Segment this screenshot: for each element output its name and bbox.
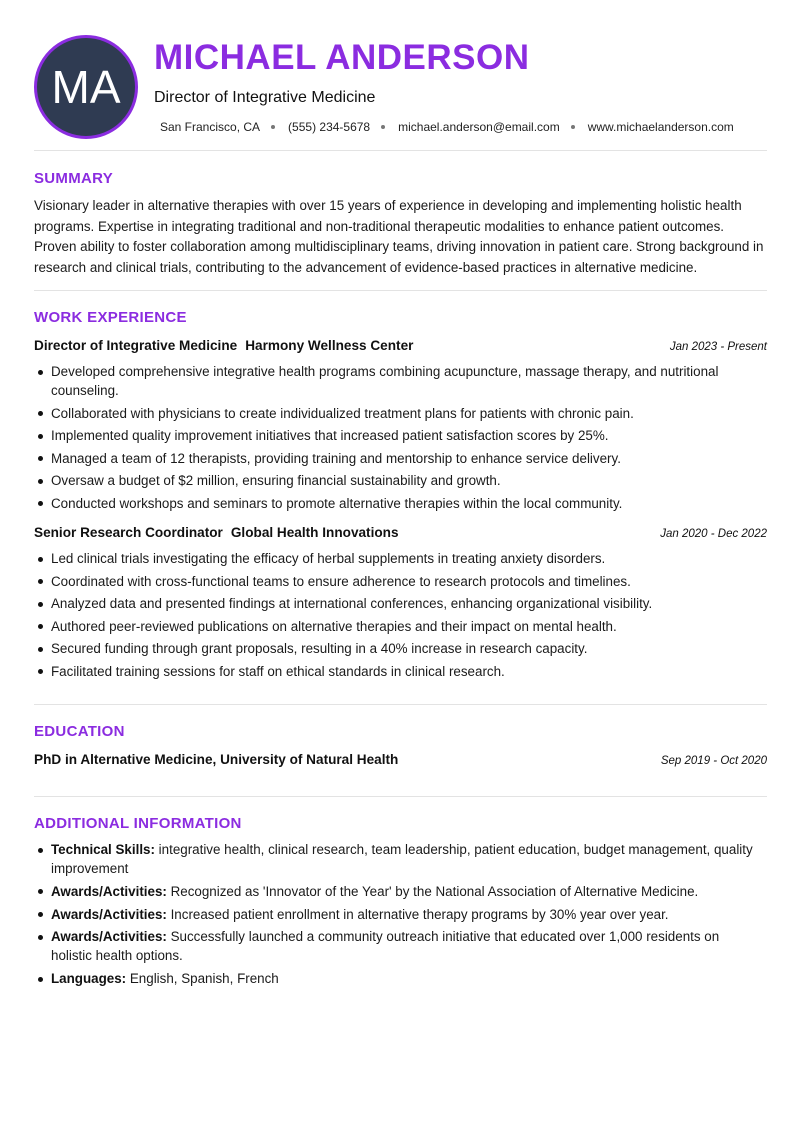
job-bullets [34,362,734,516]
contact-website[interactable]: www.michaelanderson.com [587,120,734,134]
item-label: Awards/Activities: [51,883,167,899]
job-header [34,525,767,540]
job-dates: Jan 2020 - Dec 2022 [660,528,767,540]
education-heading: EDUCATION [34,723,125,740]
list-item [34,905,754,924]
job-title: Senior Research Coordinator [34,525,223,540]
list-item: Led clinical trials investigating the efficacy of herbal supplements in treating anxiety disorders. [34,549,734,568]
education-degree: PhD in Alternative Medicine, University of Natural Health [34,752,399,767]
divider [34,704,767,705]
job-header [34,338,767,353]
list-item: Secured funding through grant proposals, resulting in a 40% increase in research capacity. [34,639,734,658]
list-item: Managed a team of 12 therapists, providing training and mentorship to enhance service delivery. [34,449,734,468]
job-dates: Jan 2023 - Present [669,341,767,353]
separator-dot [271,125,275,129]
list-item [34,927,754,965]
list-item: Collaborated with physicians to create individualized treatment plans for patients with chronic pain. [34,404,734,423]
list-item [34,840,754,878]
list-item: Analyzed data and presented findings at international conferences, enhancing organizational visibility. [34,594,734,613]
list-item: Developed comprehensive integrative health programs combining acupuncture, massage therapy, and nutritional counseling. [34,362,734,400]
contact-email[interactable]: michael.anderson@email.com [398,120,560,134]
item-label: Languages: [51,971,127,987]
job-company: Global Health Innovations [230,525,399,540]
item-text: Recognized as 'Innovator of the Year' by the National Association of Alternative Medicine. [166,883,699,899]
education-dates: Sep 2019 - Oct 2020 [660,755,767,767]
avatar-initials: MA [51,61,121,113]
list-item [34,969,754,988]
separator-dot [381,125,385,129]
candidate-title: Director of Integrative Medicine [154,89,376,106]
contact-location: San Francisco, CA [160,120,261,134]
divider [34,796,767,797]
experience-heading: WORK EXPERIENCE [34,309,187,326]
summary-text: Visionary leader in alternative therapies with over 15 years of experience in developing and implementing holistic health programs. Expertise in integrating traditional and non-traditional therapeutic modalities to enhance patient outcomes. Proven ability to foster collaboration among multidisciplinary teams, driving innovation in patient care. Strong background in research and clinical trials, contributing to the advancement of evidence-based practices in alternative medicine. [34,198,764,275]
list-item: Implemented quality improvement initiatives that increased patient satisfaction scores by 25%. [34,426,734,445]
list-item: Facilitated training sessions for staff on ethical standards in clinical research. [34,662,734,681]
contact-line [160,120,734,134]
candidate-name: MICHAEL ANDERSON [154,38,530,77]
item-text: Increased patient enrollment in alternative therapy programs by 30% year over year. [166,906,669,922]
item-text: Successfully launched a community outreach initiative that educated over 1,000 residents on holistic health options. [51,929,720,964]
job-bullets [34,549,734,684]
item-label: Awards/Activities: [51,906,167,922]
list-item [34,882,754,901]
list-item: Oversaw a budget of $2 million, ensuring financial sustainability and growth. [34,471,734,490]
additional-list [34,840,754,992]
item-label: Technical Skills: [51,842,155,857]
job-company: Harmony Wellness Center [245,338,414,353]
summary-heading: SUMMARY [34,170,114,187]
divider [34,290,767,291]
list-item: Conducted workshops and seminars to promote alternative therapies within the local community. [34,494,734,513]
contact-phone: (555) 234-5678 [288,120,371,134]
separator-dot [571,125,575,129]
additional-heading: ADDITIONAL INFORMATION [34,815,242,832]
divider [34,150,767,151]
avatar [34,35,138,139]
list-item: Authored peer-reviewed publications on alternative therapies and their impact on mental health. [34,617,734,636]
item-text: integrative health, clinical research, team leadership, patient education, budget management, quality improvement [51,842,753,876]
list-item: Coordinated with cross-functional teams to ensure adherence to research protocols and timelines. [34,572,734,591]
item-label: Awards/Activities: [51,929,167,945]
item-text: English, Spanish, French [126,971,279,987]
job-title: Director of Integrative Medicine [34,338,238,353]
